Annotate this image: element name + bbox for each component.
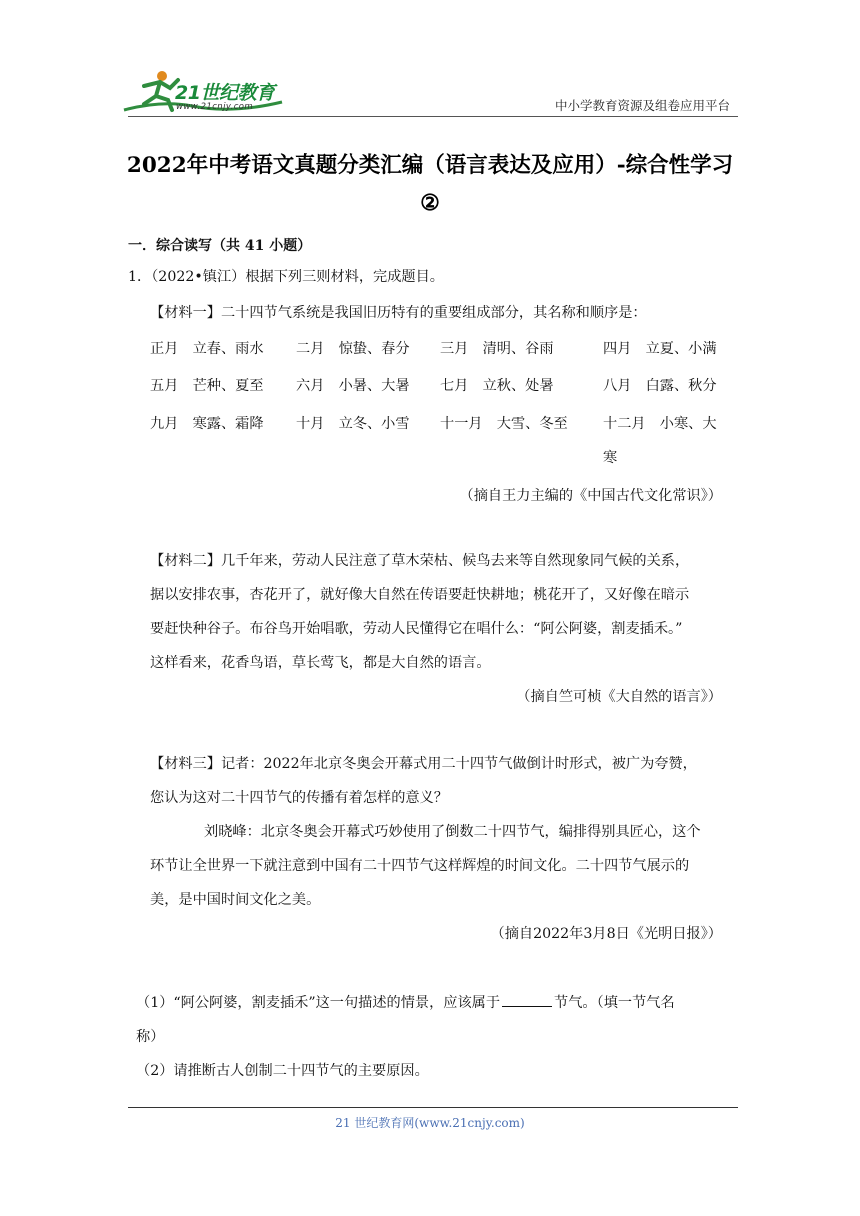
material3-source: （摘自2022年3月8日《光明日报》） (490, 926, 722, 942)
question-1-text-end: 节气。（填一节气名 (554, 995, 675, 1011)
page-title: 2022年中考语文真题分类汇编（语言表达及应用）-综合性学习 (126, 153, 734, 178)
footer-divider (128, 1107, 738, 1108)
table-cell: 五月 芒种、夏至 (150, 378, 264, 394)
material1-intro: 【材料一】二十四节气系统是我国旧历特有的重要组成部分，其名称和顺序是： (150, 305, 647, 321)
question-1-text: （1）“阿公阿婆，割麦插禾”这一句描述的情景，应该属于 (136, 995, 501, 1011)
logo-text: 21世纪教育 (175, 82, 275, 104)
table-cell: 十二月 小寒、大 (603, 416, 717, 432)
material3-line: 刘晓峰：北京冬奥会开幕式巧妙使用了倒数二十四节气，编排得别具匠心，这个 (204, 824, 701, 840)
table-cell: 六月 小暑、大暑 (296, 378, 410, 394)
answer-blank[interactable] (502, 992, 552, 1007)
logo-url: www.21cnjy.com (176, 102, 254, 112)
section-heading: 一．综合读写（共 41 小题） (128, 238, 312, 254)
material2-line: 据以安排农事，杏花开了，就好像大自然在传语要赶快耕地；桃花开了，又好像在暗示 (150, 587, 690, 603)
material1-source: （摘自王力主编的《中国古代文化常识》） (459, 488, 722, 504)
table-cell: 十月 立冬、小雪 (296, 416, 410, 432)
material3-line: 环节让全世界一下就注意到中国有二十四节气这样辉煌的时间文化。二十四节气展示的 (150, 858, 690, 874)
material3-line: 您认为这对二十四节气的传播有着怎样的意义？ (150, 790, 448, 806)
table-cell: 二月 惊蛰、春分 (296, 341, 410, 357)
table-cell: 三月 清明、谷雨 (440, 341, 554, 357)
footer-link[interactable]: 21 世纪教育网(www.21cnjy.com) (335, 1116, 525, 1130)
page-title-number: ② (420, 190, 440, 216)
question-1-continued: 称） (136, 1029, 165, 1045)
table-cell: 四月 立夏、小满 (603, 341, 717, 357)
material2-line: 这样看来，花香鸟语，草长莺飞，都是大自然的语言。 (150, 655, 491, 671)
material2-line: 要赶快种谷子。布谷鸟开始唱歌，劳动人民懂得它在唱什么：“阿公阿婆，割麦插禾。” (150, 621, 683, 637)
material2-source: （摘自竺可桢《大自然的语言》） (516, 689, 722, 705)
question-intro: 1．（2022•镇江）根据下列三则材料，完成题目。 (128, 269, 444, 285)
question-1 (136, 992, 675, 1012)
material3-line: 【材料三】记者：2022年北京冬奥会开幕式用二十四节气做倒计时形式，被广为夸赞， (150, 756, 697, 772)
platform-label: 中小学教育资源及组卷应用平台 (554, 98, 730, 113)
table-cell: 正月 立春、雨水 (150, 341, 264, 357)
table-cell-overflow: 寒 (603, 450, 618, 466)
material2-line: 【材料二】几千年来，劳动人民注意了草木荣枯、候鸟去来等自然现象同气候的关系， (150, 553, 690, 569)
question-2: （2）请推断古人创制二十四节气的主要原因。 (136, 1063, 429, 1079)
table-cell: 七月 立秋、处暑 (440, 378, 554, 394)
header-divider (128, 116, 738, 117)
table-cell: 九月 寒露、霜降 (150, 416, 264, 432)
material3-line: 美，是中国时间文化之美。 (150, 892, 321, 908)
table-cell: 十一月 大雪、冬至 (440, 416, 568, 432)
table-cell: 八月 白露、秋分 (603, 378, 717, 394)
